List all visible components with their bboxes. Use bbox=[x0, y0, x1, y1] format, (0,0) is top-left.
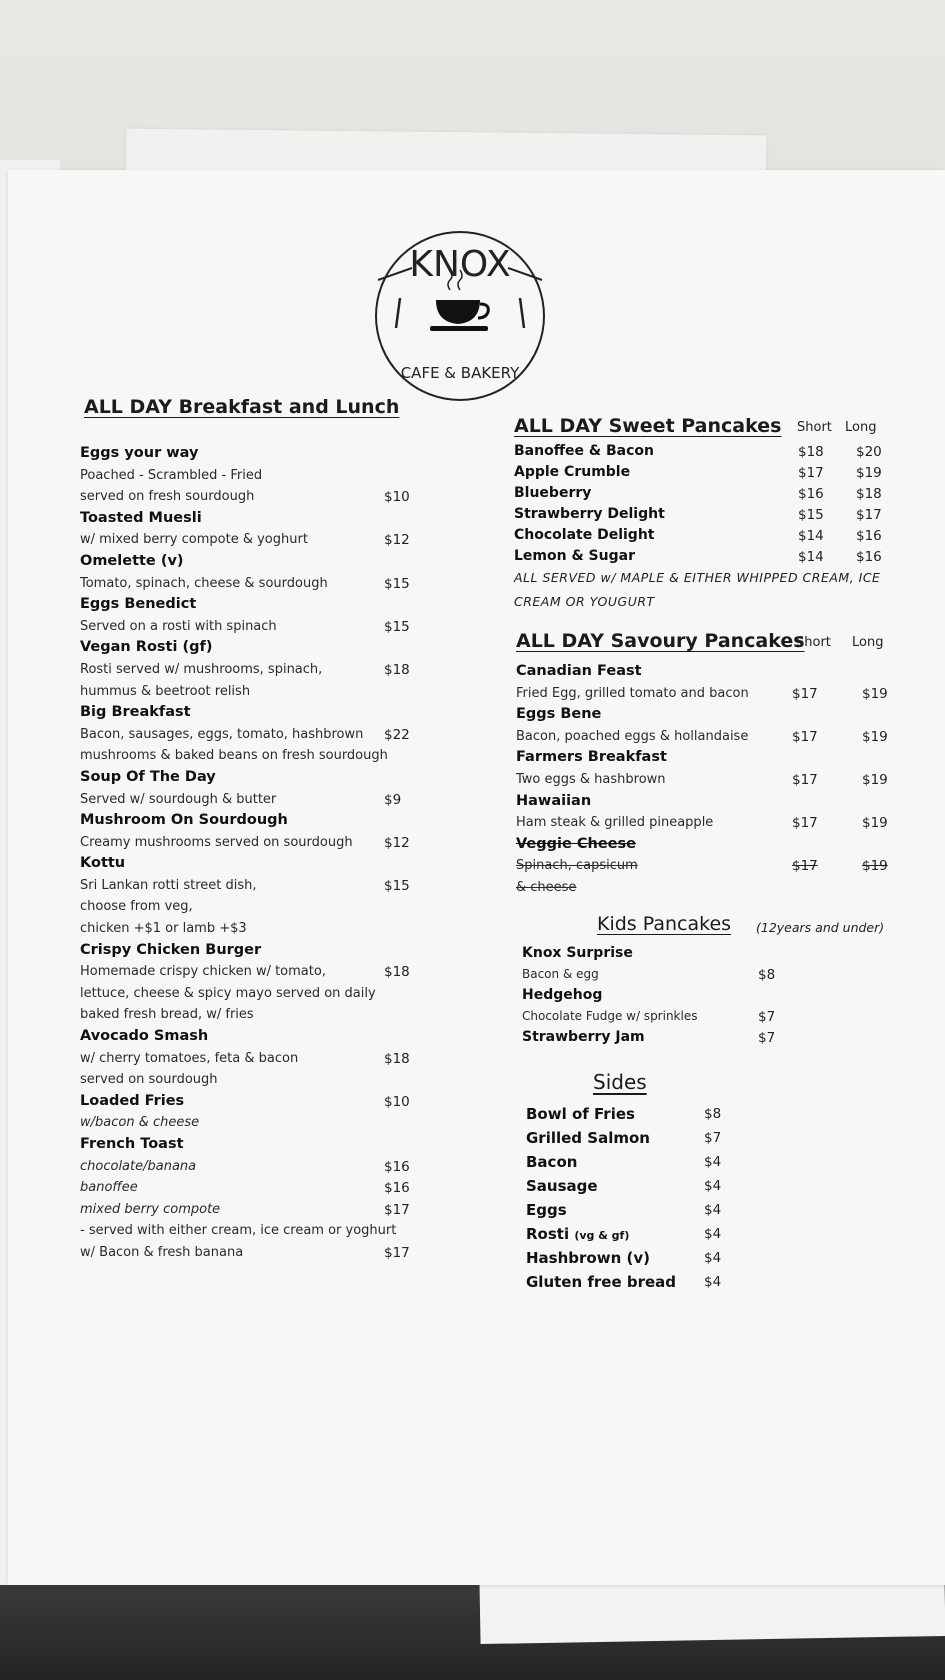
menu-row bbox=[80, 1201, 420, 1223]
menu-row bbox=[80, 726, 420, 748]
menu-row bbox=[522, 966, 822, 987]
item-price: $4 bbox=[704, 1154, 722, 1170]
menu-row bbox=[80, 855, 420, 877]
item-name: Kottu bbox=[80, 855, 126, 872]
item-name: Omelette (v) bbox=[80, 552, 184, 569]
item-name-text: Gluten free bread bbox=[526, 1273, 677, 1291]
menu-row bbox=[514, 485, 914, 506]
item-description: Creamy mushrooms served on sourdough bbox=[80, 834, 353, 850]
menu-row bbox=[80, 877, 420, 899]
item-name: Mushroom On Sourdough bbox=[80, 812, 288, 829]
menu-row bbox=[526, 1249, 766, 1273]
item-name: Apple Crumble bbox=[514, 464, 631, 480]
item-price: $18 bbox=[384, 964, 410, 981]
item-name: Hedgehog bbox=[522, 987, 603, 1003]
menu-row bbox=[80, 683, 420, 705]
item-name: Strawberry Delight bbox=[514, 506, 665, 522]
paper-edge-bottom bbox=[480, 1576, 945, 1644]
sweet-note-1: ALL SERVED w/ MAPLE & EITHER WHIPPED CREAM, ICE bbox=[514, 570, 881, 585]
price-long: $19 bbox=[862, 815, 888, 832]
menu-row bbox=[80, 1244, 420, 1266]
item-description: mixed berry compote bbox=[80, 1201, 221, 1217]
item-description: Tomato, spinach, cheese & sourdough bbox=[80, 575, 328, 591]
item-name: Big Breakfast bbox=[80, 704, 191, 721]
price-long: $16 bbox=[856, 528, 882, 544]
item-name: Soup Of The Day bbox=[80, 768, 216, 785]
menu-row bbox=[80, 704, 420, 726]
price-short: $14 bbox=[798, 528, 824, 544]
item-name: Blueberry bbox=[514, 485, 592, 501]
price-short: $17 bbox=[792, 685, 818, 702]
menu-row bbox=[80, 1222, 420, 1244]
sides-list bbox=[526, 1105, 766, 1297]
sweet-long-label: Long bbox=[845, 420, 877, 435]
price-short: $17 bbox=[792, 728, 818, 745]
item-price: $10 bbox=[384, 1093, 410, 1110]
item-name: Veggie Cheese bbox=[516, 835, 636, 852]
menu-row bbox=[80, 985, 420, 1007]
item-name-text: Bowl of Fries bbox=[526, 1105, 635, 1123]
item-description: Rosti served w/ mushrooms, spinach, bbox=[80, 661, 323, 677]
menu-row bbox=[522, 945, 822, 966]
item-description: Poached - Scrambled - Fried bbox=[80, 467, 263, 483]
item-price: $10 bbox=[384, 489, 410, 506]
menu-row bbox=[516, 836, 916, 858]
item-name bbox=[526, 1105, 635, 1123]
item-name: Canadian Feast bbox=[516, 663, 642, 679]
menu-row bbox=[516, 706, 916, 728]
menu-row bbox=[522, 1029, 822, 1050]
menu-row bbox=[80, 747, 420, 769]
menu-row bbox=[80, 618, 420, 640]
item-name: Vegan Rosti (gf) bbox=[80, 639, 213, 656]
price-short: $14 bbox=[798, 549, 824, 565]
item-name-text: Rosti bbox=[526, 1225, 570, 1243]
item-name-text: Bacon bbox=[526, 1153, 578, 1171]
logo-brand: KNOX bbox=[409, 244, 511, 285]
item-price: $17 bbox=[384, 1244, 410, 1261]
item-price: $4 bbox=[704, 1250, 722, 1266]
menu-row bbox=[80, 661, 420, 683]
price-short: $17 bbox=[792, 771, 818, 788]
menu-row bbox=[514, 443, 914, 464]
menu-row bbox=[516, 857, 916, 879]
menu-row bbox=[526, 1153, 766, 1177]
menu-row bbox=[80, 898, 420, 920]
item-description: served on fresh sourdough bbox=[80, 489, 255, 505]
menu-row bbox=[516, 814, 916, 836]
menu-row bbox=[80, 963, 420, 985]
kids-list bbox=[522, 945, 822, 1050]
item-price: $4 bbox=[704, 1226, 722, 1242]
item-price: $22 bbox=[384, 726, 410, 743]
price-long: $19 bbox=[862, 685, 888, 702]
menu-row bbox=[80, 942, 420, 964]
item-description: - served with either cream, ice cream or yoghurt bbox=[80, 1223, 397, 1239]
menu-row bbox=[80, 1179, 420, 1201]
menu-row bbox=[80, 1136, 420, 1158]
menu-row bbox=[80, 575, 420, 597]
item-name bbox=[526, 1201, 567, 1219]
menu-row bbox=[516, 793, 916, 815]
menu-row bbox=[80, 791, 420, 813]
menu-row bbox=[514, 548, 914, 569]
price-long: $16 bbox=[856, 549, 882, 565]
item-name: Strawberry Jam bbox=[522, 1029, 645, 1045]
price-long: $19 bbox=[862, 858, 888, 875]
menu-row bbox=[522, 987, 822, 1008]
price-long: $17 bbox=[856, 507, 882, 523]
item-name-text: Eggs bbox=[526, 1201, 567, 1219]
item-price: $16 bbox=[384, 1158, 410, 1175]
menu-row bbox=[516, 685, 916, 707]
menu-row bbox=[80, 834, 420, 856]
item-name: Knox Surprise bbox=[522, 945, 633, 961]
price-short: $18 bbox=[798, 444, 824, 460]
menu-row bbox=[80, 445, 420, 467]
item-description: banoffee bbox=[80, 1180, 138, 1196]
price-short: $16 bbox=[798, 486, 824, 502]
item-description: Ham steak & grilled pineapple bbox=[516, 815, 714, 831]
menu-row bbox=[80, 812, 420, 834]
item-name: French Toast bbox=[80, 1136, 184, 1152]
item-description: Bacon & egg bbox=[522, 967, 599, 981]
kids-title: Kids Pancakes bbox=[597, 913, 732, 935]
price-long: $19 bbox=[856, 465, 882, 481]
item-description: chocolate/banana bbox=[80, 1158, 197, 1174]
item-description: hummus & beetroot relish bbox=[80, 683, 251, 699]
item-description: Chocolate Fudge w/ sprinkles bbox=[522, 1009, 698, 1023]
item-price: $17 bbox=[384, 1201, 410, 1218]
item-price: $18 bbox=[384, 1050, 410, 1067]
menu-row bbox=[526, 1129, 766, 1153]
item-name: Lemon & Sugar bbox=[514, 548, 635, 564]
item-description: w/ mixed berry compote & yoghurt bbox=[80, 532, 308, 548]
item-description: Homemade crispy chicken w/ tomato, bbox=[80, 964, 326, 980]
item-price: $15 bbox=[384, 575, 410, 592]
item-price: $8 bbox=[704, 1106, 722, 1122]
item-description: mushrooms & baked beans on fresh sourdough bbox=[80, 748, 388, 764]
menu-row bbox=[516, 879, 916, 901]
savoury-title: ALL DAY Savoury Pancakes bbox=[516, 630, 805, 652]
item-description: Bacon, sausages, eggs, tomato, hashbrown bbox=[80, 726, 364, 742]
item-name: Eggs your way bbox=[80, 445, 199, 461]
menu-row bbox=[80, 1006, 420, 1028]
item-name-text: Hashbrown (v) bbox=[526, 1249, 650, 1267]
item-description: Bacon, poached eggs & hollandaise bbox=[516, 728, 749, 744]
item-name-text: Sausage bbox=[526, 1177, 598, 1195]
item-name: Farmers Breakfast bbox=[516, 749, 667, 766]
item-price: $12 bbox=[384, 532, 410, 549]
item-name: Eggs Benedict bbox=[80, 596, 197, 613]
item-name bbox=[526, 1273, 676, 1291]
item-price: $15 bbox=[384, 877, 410, 894]
menu-row bbox=[526, 1225, 766, 1249]
item-description: w/ cherry tomatoes, feta & bacon bbox=[80, 1050, 299, 1066]
menu-row bbox=[516, 663, 916, 685]
knox-logo bbox=[372, 228, 548, 404]
item-description: choose from veg, bbox=[80, 899, 193, 915]
menu-row bbox=[526, 1105, 766, 1129]
item-price: $7 bbox=[704, 1130, 722, 1146]
menu-row bbox=[80, 1028, 420, 1050]
price-short: $15 bbox=[798, 507, 824, 523]
item-name: Eggs Bene bbox=[516, 706, 602, 723]
menu-row bbox=[80, 1071, 420, 1093]
sweet-list bbox=[514, 443, 914, 569]
item-name-suffix: (vg & gf) bbox=[574, 1229, 630, 1242]
item-price: $7 bbox=[758, 1030, 776, 1046]
menu-row bbox=[80, 1050, 420, 1072]
menu-row bbox=[80, 510, 420, 532]
sweet-note-2: CREAM OR YOUGURT bbox=[514, 594, 655, 609]
item-name bbox=[526, 1177, 598, 1195]
menu-row bbox=[80, 1158, 420, 1180]
menu-row bbox=[80, 1114, 420, 1136]
menu-row bbox=[80, 488, 420, 510]
menu-row bbox=[80, 920, 420, 942]
logo-tagline: CAFE & BAKERY bbox=[400, 364, 520, 382]
menu-row bbox=[80, 596, 420, 618]
item-price: $16 bbox=[384, 1180, 410, 1197]
menu-row bbox=[80, 531, 420, 553]
price-long: $19 bbox=[862, 728, 888, 745]
item-name: Hawaiian bbox=[516, 792, 592, 809]
item-description: Spinach, capsicum bbox=[516, 858, 638, 874]
sweet-short-label: Short bbox=[797, 420, 832, 435]
price-long: $20 bbox=[856, 444, 882, 460]
item-description: Fried Egg, grilled tomato and bacon bbox=[516, 685, 749, 701]
menu-row bbox=[526, 1273, 766, 1297]
menu-row bbox=[526, 1201, 766, 1225]
item-price: $7 bbox=[758, 1009, 776, 1025]
item-description: Served w/ sourdough & butter bbox=[80, 791, 277, 807]
menu-row bbox=[80, 639, 420, 661]
item-name: Banoffee & Bacon bbox=[514, 443, 654, 459]
item-description: lettuce, cheese & spicy mayo served on daily bbox=[80, 985, 376, 1001]
sweet-title: ALL DAY Sweet Pancakes bbox=[514, 415, 782, 437]
price-long: $19 bbox=[862, 771, 888, 788]
menu-row bbox=[516, 771, 916, 793]
menu-row bbox=[514, 464, 914, 485]
sides-title: Sides bbox=[593, 1070, 647, 1094]
breakfast-title: ALL DAY Breakfast and Lunch bbox=[84, 396, 400, 418]
item-price: $9 bbox=[384, 791, 402, 808]
savoury-short-label: Short bbox=[796, 635, 831, 650]
kids-subtitle: (12years and under) bbox=[756, 920, 885, 935]
item-name-text: Grilled Salmon bbox=[526, 1129, 650, 1147]
menu-row bbox=[80, 553, 420, 575]
item-name: Avocado Smash bbox=[80, 1028, 209, 1045]
item-name: Crispy Chicken Burger bbox=[80, 941, 262, 958]
savoury-long-label: Long bbox=[852, 635, 884, 650]
item-name: Chocolate Delight bbox=[514, 527, 655, 543]
item-price: $15 bbox=[384, 618, 410, 635]
item-description: Two eggs & hashbrown bbox=[516, 771, 666, 787]
savoury-list bbox=[516, 663, 916, 901]
item-description: w/bacon & cheese bbox=[80, 1115, 200, 1131]
item-name: Loaded Fries bbox=[80, 1092, 185, 1109]
item-description: Served on a rosti with spinach bbox=[80, 618, 277, 634]
item-price: $8 bbox=[758, 967, 776, 983]
item-description: w/ Bacon & fresh banana bbox=[80, 1244, 244, 1260]
item-description: baked fresh bread, w/ fries bbox=[80, 1007, 254, 1023]
item-name bbox=[526, 1225, 629, 1243]
item-price: $18 bbox=[384, 661, 410, 678]
menu-row bbox=[80, 769, 420, 791]
menu-row bbox=[516, 728, 916, 750]
item-name bbox=[526, 1249, 650, 1267]
breakfast-list bbox=[80, 445, 420, 1266]
price-short: $17 bbox=[798, 465, 824, 481]
price-long: $18 bbox=[856, 486, 882, 502]
menu-row bbox=[522, 1008, 822, 1029]
item-description: & cheese bbox=[516, 879, 577, 895]
price-short: $17 bbox=[792, 815, 818, 832]
menu-row bbox=[80, 467, 420, 489]
item-name bbox=[526, 1153, 577, 1171]
menu-row bbox=[514, 527, 914, 548]
item-description: served on sourdough bbox=[80, 1072, 218, 1088]
item-description: chicken +$1 or lamb +$3 bbox=[80, 921, 247, 937]
item-price: $4 bbox=[704, 1202, 722, 1218]
item-price: $12 bbox=[384, 834, 410, 851]
item-price: $4 bbox=[704, 1178, 722, 1194]
item-description: Sri Lankan rotti street dish, bbox=[80, 877, 257, 893]
menu-row bbox=[514, 506, 914, 527]
item-name: Toasted Muesli bbox=[80, 509, 202, 526]
price-short: $17 bbox=[792, 858, 818, 875]
item-name bbox=[526, 1129, 650, 1147]
menu-row bbox=[80, 1093, 420, 1115]
item-price: $4 bbox=[704, 1274, 722, 1290]
menu-row bbox=[516, 749, 916, 771]
menu-row bbox=[526, 1177, 766, 1201]
